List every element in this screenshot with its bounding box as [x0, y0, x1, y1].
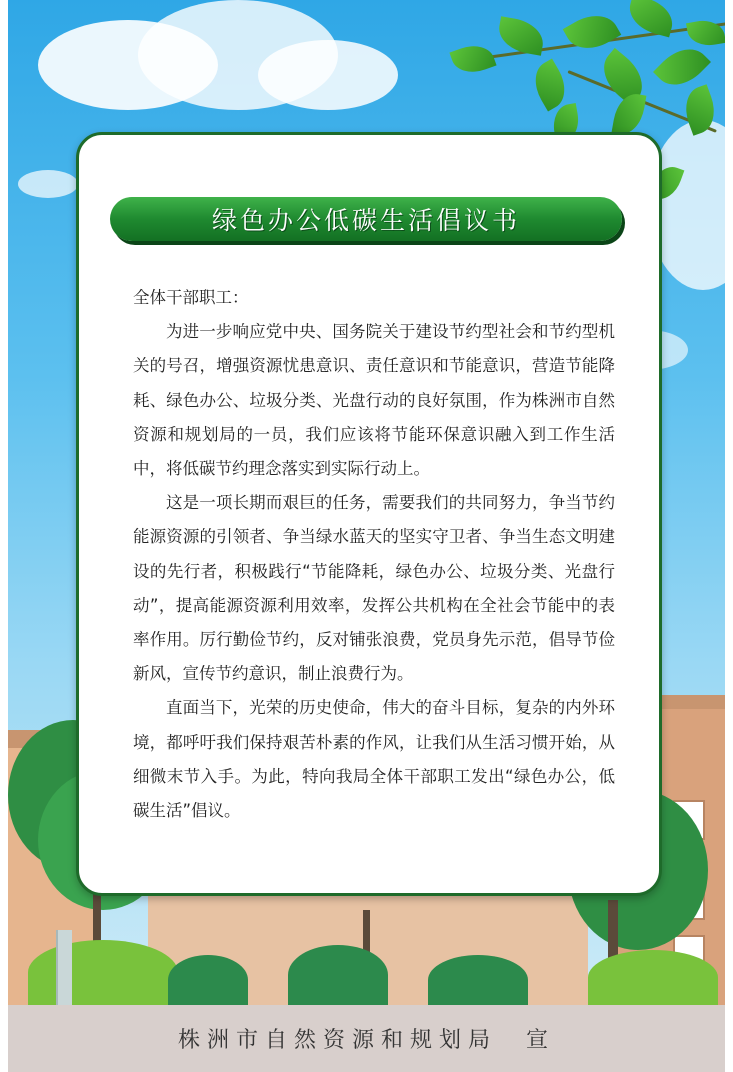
cloud: [258, 40, 398, 110]
bush: [428, 955, 528, 1005]
footer-text: 株洲市自然资源和规划局 宣: [177, 1028, 555, 1053]
leaf: [449, 39, 496, 79]
bush: [168, 955, 248, 1005]
proposal-card: [76, 132, 662, 896]
paragraph: 为进一步响应党中央、国务院关于建设节约型社会和节约型机关的号召，增强资源忧患意识、责任意识和节能意识，营造节能降耗、绿色办公、垃圾分类、光盘行动的良好氛围，作为株洲市自然资源和规划局的一员，我们应该将节能环保意识融入到工作生活中，将低碳节约理念落实到实际行动上。: [133, 322, 615, 479]
paragraph: 直面当下，光荣的历史使命，伟大的奋斗目标，复杂的内外环境，都呼吁我们保持艰苦朴素的作风，让我们从生活习惯开始，从细微末节入手。为此，特向我局全体干部职工发出“绿色办公，低碳生活”倡议。: [133, 698, 615, 821]
salutation: 全体干部职工：: [133, 288, 249, 307]
bush: [28, 940, 178, 1005]
bush: [288, 945, 388, 1005]
cloud: [18, 170, 78, 198]
page-title: 绿色办公低碳生活倡议书: [211, 206, 520, 235]
leaf: [625, 0, 678, 37]
leaf: [686, 17, 725, 49]
title-banner: [110, 197, 622, 241]
leaf: [612, 91, 647, 137]
leaf: [496, 16, 547, 56]
paragraph: 这是一项长期而艰巨的任务，需要我们的共同努力，争当节约能源资源的引领者、争当绿水蓝天的坚实守卫者、争当生态文明建设的先行者，积极践行“节能降耗，绿色办公、垃圾分类、光盘行动”，提高能源资源利用效率，发挥公共机构在全社会节能中的表率作用。厉行勤俭节约，反对铺张浪费，党员身先示范，倡导节俭新风，宣传节约意识，制止浪费行为。: [133, 493, 615, 684]
letter-body: [133, 281, 615, 828]
footer-bar: [8, 1005, 725, 1072]
bush: [588, 950, 718, 1005]
